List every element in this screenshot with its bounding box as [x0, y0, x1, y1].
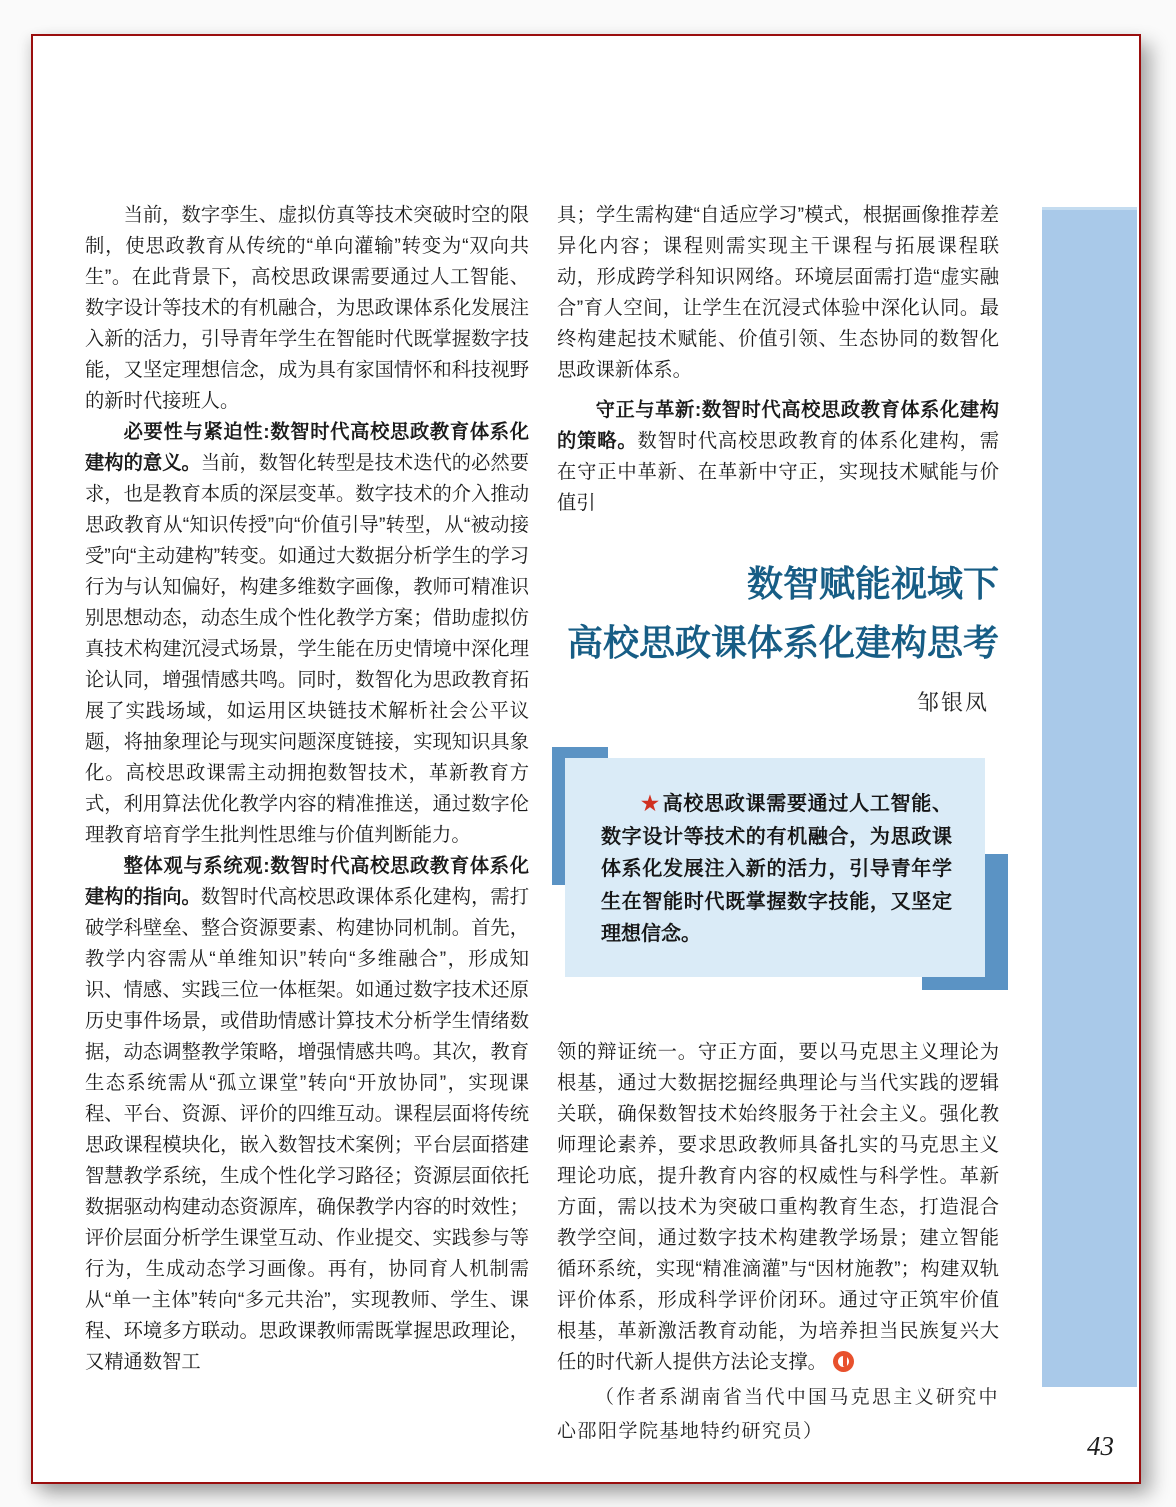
paragraph-text: 具；学生需构建“自适应学习”模式，根据画像推荐差异化内容；课程则需实现主干课程与拓展课程联动，形成跨学科知识网络。环境层面需打造“虚实融合”育人空间，让学生在沉浸式体验中深化认同。最终构建起技术赋能、价值引领、生态协同的数智化思政课新体系。: [557, 205, 999, 381]
paragraph-text: 当前，数智化转型是技术迭代的必然要求，也是教育本质的深层变革。数字技术的介入推动思政教育从“知识传授”向“价值引导”转型，从“被动接受”向“主动建构”转变。如通过大数据分析学生的学习行为与认知偏好，构建多维数字画像，教师可精准识别思想动态，动态生成个性化教学方案；借助虚拟仿真技术构建沉浸式场景，学生能在历史情境中深化理论认同，增强情感共鸣。同时，数智化为思政教育拓展了实践场域，如运用区块链技术解析社会公平议题，将抽象理论与现实问题深度链接，实现知识具象化。高校思政课需主动拥抱数智技术，革新教育方式，利用算法优化教学内容的精准推送，通过数字伦理教育培育学生批判性思维与价值判断能力。: [85, 453, 530, 846]
paragraph-lead: 必要性与紧迫性:数智时代高校思政教育体系化建构的意义。: [85, 422, 529, 474]
article-title-line1: 数智赋能视域下: [746, 564, 999, 604]
page-number: 43: [1087, 1431, 1114, 1461]
paragraph-text: 数智时代高校思政教育的体系化建构，需在守正中革新、在革新中守正，实现技术赋能与价值引: [557, 431, 1000, 514]
sidebar-accent-band: [1042, 207, 1137, 1387]
paragraph-lead: 守正与革新:数智时代高校思政教育体系化建构的策略。: [557, 400, 999, 452]
paragraph-text: 当前，数字孪生、虚拟仿真等技术突破时空的限制，使思政教育从传统的“单向灌输”转变为“双向共生”。在此背景下，高校思政课需要通过人工智能、数字设计等技术的有机融合，为思政课体系化发展注入新的活力，引导青年学生在智能时代既掌握数字技能，又坚定理想信念，成为具有家国情怀和科技视野的新时代接班人。: [85, 205, 529, 412]
paragraph-lead: 整体观与系统观:数智时代高校思政教育体系化建构的指向。: [85, 856, 529, 908]
note-text: （作者系湖南省当代中国马克思主义研究中心邵阳学院基地特约研究员）: [557, 1386, 999, 1442]
article-title: [557, 555, 999, 673]
quote-text: 高校思政课需要通过人工智能、数字设计等技术的有机融合，为思政课体系化发展注入新的活力，引导青年学生在智能时代既掌握数字技能，又坚定理想信念。: [601, 793, 952, 945]
paragraph: [557, 1037, 999, 1378]
paragraph: [85, 200, 529, 417]
article-title-line2: 高校思政课体系化建构思考: [566, 623, 999, 663]
highlight-quote-box: [565, 758, 985, 977]
author-name: 邹银凤: [916, 690, 989, 715]
left-text-column: [85, 200, 529, 1378]
paragraph-text: 领的辩证统一。守正方面，要以马克思主义理论为根基，通过大数据挖掘经典理论与当代实践的逻辑关联，确保数智技术始终服务于社会主义。强化教师理论素养，要求思政教师具备扎实的马克思主义理论功底，提升教育内容的权威性与科学性。革新方面，需以技术为突破口重构教育生态，打造混合教学空间，通过数字技术构建教学场景；建立智能循环系统，实现“精准滴灌”与“因材施教”；构建双轨评价体系，形成科学评价闭环。通过守正筑牢价值根基，革新激活教育动能，为培养担当民族复兴大任的时代新人提供方法论支撑。: [557, 1041, 999, 1373]
end-of-article-icon: [833, 1351, 854, 1372]
paragraph: [557, 395, 999, 519]
paragraph: [85, 851, 529, 1378]
paragraph: [85, 417, 529, 851]
paragraph-text: 数智时代高校思政课体系化建构，需打破学科壁垒、整合资源要素、构建协同机制。首先，教学内容需从“单维知识”转向“多维融合”，形成知识、情感、实践三位一体框架。如通过数字技术还原历史事件场景，或借助情感计算技术分析学生情绪数据，动态调整教学策略，增强情感共鸣。其次，教育生态系统需从“孤立课堂”转向“开放协同”，实现课程、平台、资源、评价的四维互动。课程层面将传统思政课程模块化，嵌入数智技术案例；平台层面搭建智慧教学系统，生成个性化学习路径；资源层面依托数据驱动构建动态资源库，确保教学内容的时效性；评价层面分析学生课堂互动、作业提交、实践参与等行为，生成动态学习画像。再有，协同育人机制需从“单一主体”转向“多元共治”，实现教师、学生、课程、环境多方联动。思政课教师需既掌握思政理论，又精通数智工: [85, 887, 530, 1373]
quote-box: [565, 758, 985, 977]
quote-paragraph: [601, 788, 952, 951]
paragraph: [557, 200, 999, 386]
star-icon: ★: [641, 793, 660, 815]
right-text-column: [557, 200, 999, 1449]
magazine-page: [31, 34, 1141, 1484]
author-affiliation-note: [557, 1381, 999, 1449]
